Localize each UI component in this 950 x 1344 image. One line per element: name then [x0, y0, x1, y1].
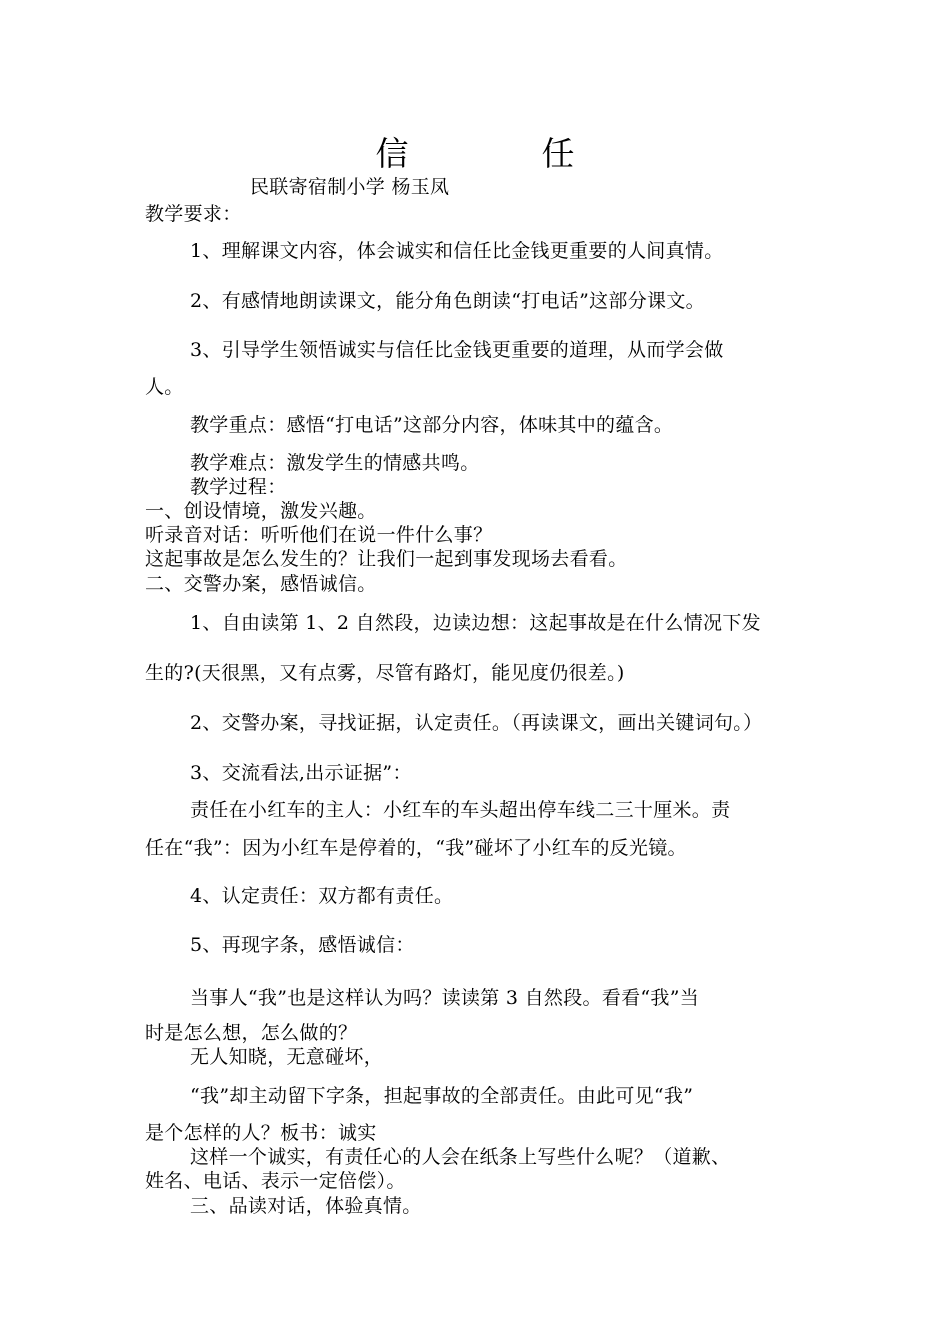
paragraph-line: 听录音对话：听听他们在说一件什么事？ — [145, 524, 493, 546]
requirement-2: 2、有感情地朗读课文，能分角色朗读“打电话”这部分课文。 — [190, 290, 705, 312]
author-line: 民联寄宿制小学 杨玉凤 — [250, 176, 450, 198]
part-2-heading: 二、交警办案，感悟诚信。 — [145, 573, 377, 595]
part-1-heading: 一、创设情境，激发兴趣。 — [145, 500, 377, 522]
step-5: 5、再现字条，感悟诚信： — [190, 934, 415, 956]
step-1-cont: 生的?(天很黑，又有点雾，尽管有路灯，能见度仍很差。) — [145, 662, 625, 684]
key-point: 教学重点：感悟“打电话”这部分内容，体味其中的蕴含。 — [190, 414, 674, 436]
step-4: 4、认定责任：双方都有责任。 — [190, 885, 454, 907]
document-title: 信 任 — [375, 134, 625, 173]
paragraph-line: 无人知晓，无意碰坏， — [190, 1046, 384, 1068]
paragraph-line: 姓名、电话、表示一定倍偿）。 — [145, 1170, 406, 1192]
process-heading: 教学过程： — [190, 476, 287, 498]
section-heading-requirements: 教学要求： — [145, 203, 242, 225]
requirement-3-cont: 人。 — [145, 376, 184, 398]
requirement-3: 3、引导学生领悟诚实与信任比金钱更重要的道理，从而学会做 — [190, 339, 724, 361]
paragraph-line: 任在“我”：因为小红车是停着的，“我”碰坏了小红车的反光镜。 — [145, 837, 687, 859]
paragraph-line: 这起事故是怎么发生的？让我们一起到事发现场去看看。 — [145, 548, 628, 570]
paragraph-line: 当事人“我”也是这样认为吗？读读第 3 自然段。看看“我”当 — [190, 987, 700, 1009]
difficult-point: 教学难点：激发学生的情感共鸣。 — [190, 452, 480, 474]
paragraph-line: “我”却主动留下字条，担起事故的全部责任。由此可见“我” — [190, 1085, 694, 1107]
step-1: 1、自由读第 1、2 自然段，边读边想：这起事故是在什么情况下发 — [190, 612, 761, 634]
paragraph-line: 这样一个诚实，有责任心的人会在纸条上写些什么呢？（道歉、 — [190, 1146, 731, 1168]
part-3-heading: 三、品读对话，体验真情。 — [190, 1195, 422, 1217]
requirement-1: 1、理解课文内容，体会诚实和信任比金钱更重要的人间真情。 — [190, 240, 724, 262]
paragraph-line: 是个怎样的人？板书：诚实 — [145, 1122, 377, 1144]
paragraph-line: 时是怎么想，怎么做的？ — [145, 1022, 358, 1044]
step-3: 3、交流看法,出示证据”： — [190, 762, 412, 784]
paragraph-line: 责任在小红车的主人：小红车的车头超出停车线二三十厘米。责 — [190, 799, 731, 821]
step-2: 2、交警办案，寻找证据，认定责任。（再读课文，画出关键词句。） — [190, 712, 763, 734]
